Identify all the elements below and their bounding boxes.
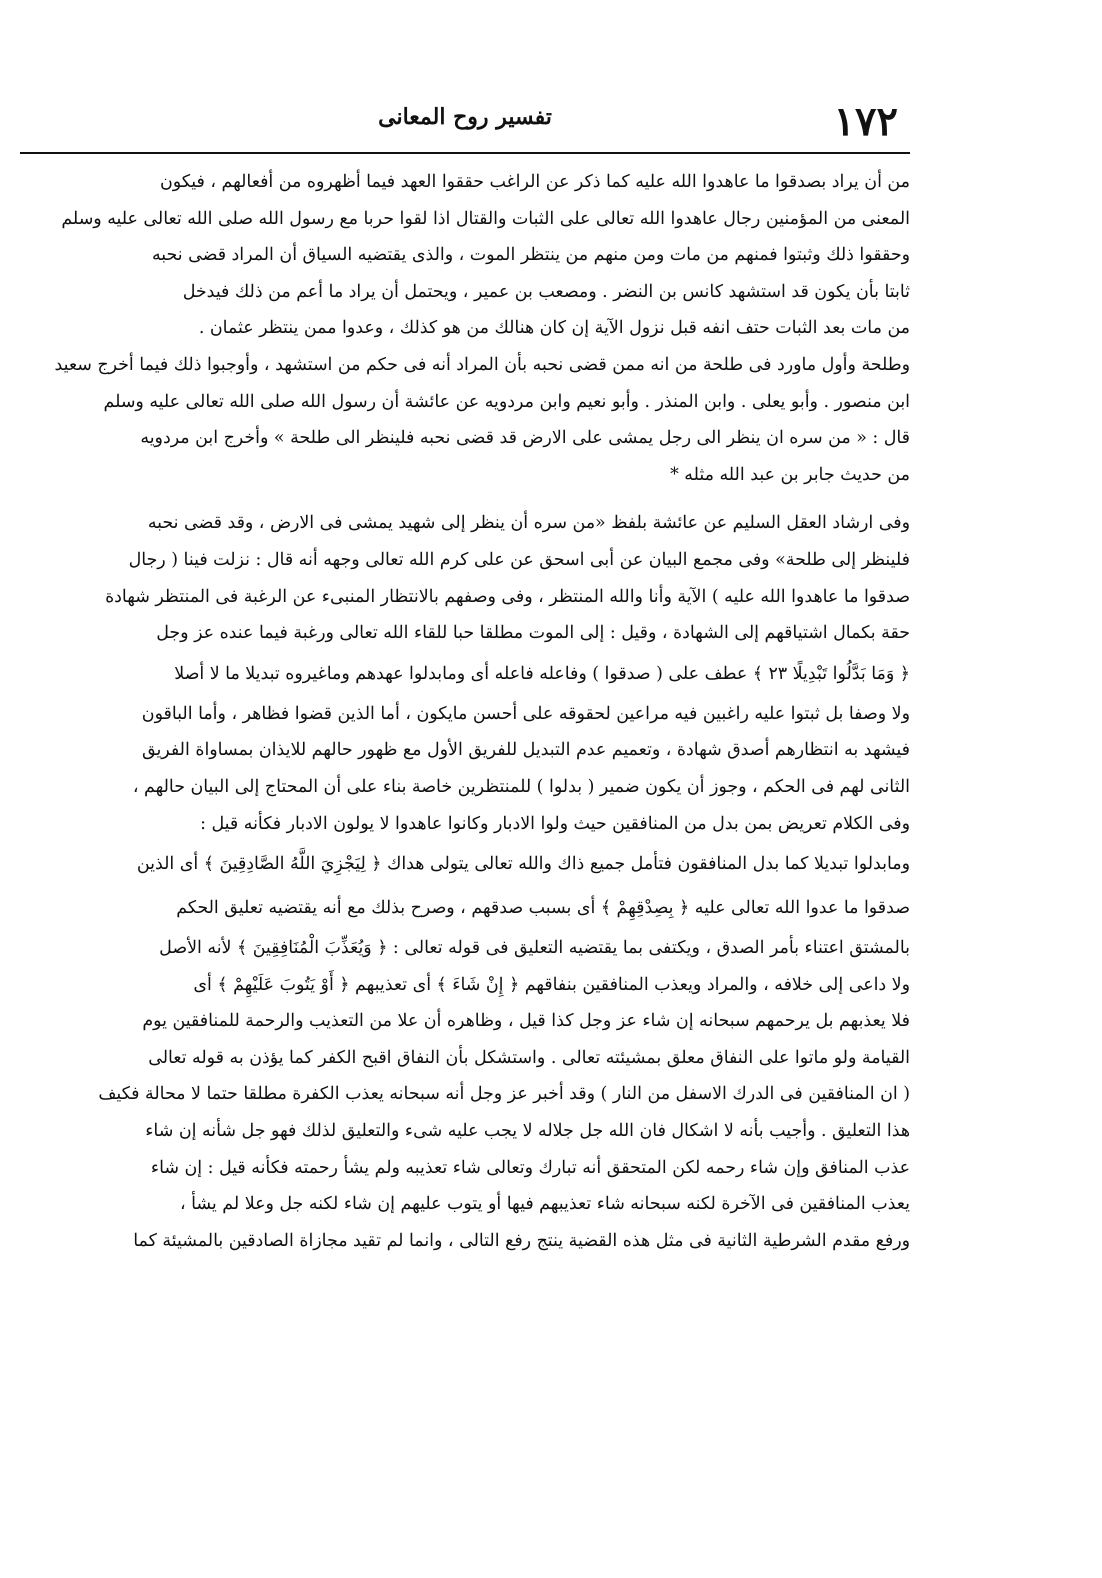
paragraph-start-line: وفى ارشاد العقل السليم عن عائشة بلفظ «من سره أن ينظر إلى شهيد يمشى فى الارض ، وقد قضى نحبه xyxy=(147,513,910,534)
text-line: فلا يعذبهم بل يرحمهم سبحانه إن شاء عز وجل كذا قيل ، وظاهره أن علا من التعذيب والرحمة للمنافقين يوم xyxy=(142,1011,910,1032)
quran-verse-line: ومابدلوا تبديلا كما بدل المنافقون فتأمل جميع ذاك والله تعالى يتولى هداك ﴿ لِيَجْزِيَ اللَّهُ الصَّادِقِينَ ﴾ أى الذين xyxy=(136,854,910,875)
text-line: ابن منصور . وأبو يعلى . وابن المنذر . وأبو نعيم وابن مردويه عن عائشة أن رسول الله صلى الله تعالى عليه وسلم xyxy=(103,391,910,412)
text-line: المعنى من المؤمنين رجال عاهدوا الله تعالى على الثبات والقتال اذا لقوا حربا مع رسول الله صلى الله تعالى عليه وسلم xyxy=(61,208,910,229)
text-line: ثابتا بأن يكون قد استشهد كانس بن النضر . ومصعب بن عمير ، ويحتمل أن يراد ما أعم من ذلك فيدخل xyxy=(182,281,910,302)
text-line: فلينظر إلى طلحة» وفى مجمع البيان عن أبى اسحق عن على كرم الله تعالى وجهه أنه قال : نزلت فينا ( رجال xyxy=(128,549,910,570)
text-line: صدقوا ما عاهدوا الله عليه ) الآية وأنا والله المنتظر ، وفى وصفهم بالانتظار المنبىء عن الرغبة فى المنتظر شهادة xyxy=(105,586,910,607)
text-line: فيشهد به انتظارهم أصدق شهادة ، وتعميم عدم التبديل للفريق الأول مع ظهور حالهم للايذان بمساواة الفريق xyxy=(141,740,910,761)
text-line: وحققوا ذلك وثبتوا فمنهم من مات ومن منهم من ينتظر الموت ، والذى يقتضيه السياق أن المراد قضى نحبه xyxy=(151,245,910,266)
text-line: من أن يراد بصدقوا ما عاهدوا الله عليه كما ذكر عن الراغب حققوا العهد فيما أظهروه من أفعالهم ، فيكون xyxy=(159,172,910,192)
quran-verse-line: ولا داعى إلى خلافه ، والمراد ويعذب المنافقين بنفاقهم ﴿ إِنْ شَاءَ ﴾ أى تعذيبهم ﴿ أَوْ يَتُوبَ عَلَيْهِمْ ﴾ أى xyxy=(193,974,910,995)
page-number: ١٧٢ xyxy=(833,98,898,145)
text-line: يعذب المنافقين فى الآخرة لكنه سبحانه شاء تعذيبهم فيها أو يتوب عليهم إن شاء لكنه جل وعلا لم يشأ ، xyxy=(179,1194,910,1215)
text-line: حقة بكمال اشتياقهم إلى الشهادة ، وقيل : إلى الموت مطلقا حبا للقاء الله تعالى ورغبة فيما عنده عز وجل xyxy=(156,623,910,644)
text-line: الثانى لهم فى الحكم ، وجوز أن يكون ضمير ( بدلوا ) للمنتظرين خاصة بناء على أن المحتاج إلى البيان حالهم ، xyxy=(132,776,910,797)
text-line: وطلحة وأول ماورد فى طلحة من انه ممن قضى نحبه بأن المراد أنه فى حكم من استشهد ، وأوجبوا ذلك فيما أخرج سعيد xyxy=(54,354,910,375)
quran-verse-line: بالمشتق اعتناء بأمر الصدق ، ويكتفى بما يقتضيه التعليق فى قوله تعالى : ﴿ وَيُعَذِّبَ الْمُنَافِقِينَ ﴾ لأنه الأصل xyxy=(159,938,910,959)
text-line: ( ان المنافقين فى الدرك الاسفل من النار ) وقد أخبر عز وجل أنه سبحانه يعذب الكفرة مطلقا حتما لا محالة فكيف xyxy=(98,1084,910,1105)
text-line: من حديث جابر بن عبد الله مثله * xyxy=(670,464,910,485)
header-rule xyxy=(20,152,910,154)
text-line: عذب المنافق وإن شاء رحمه لكن المتحقق أنه تبارك وتعالى شاء تعذيبه ولم يشأ رحمته فكأنه قيل : إن شاء xyxy=(150,1157,910,1178)
tafsir-text-body xyxy=(20,164,910,1259)
running-title: تفسير روح المعانى xyxy=(378,104,552,130)
quran-verse-line: ﴿ وَمَا بَدَّلُوا تَبْدِيلًا ٢٣ ﴾ عطف على ( صدقوا ) وفاعله فاعله أى ومابدلوا عهدهم وماغيروه تبديلا ما لا أصلا xyxy=(174,663,910,684)
page-header xyxy=(20,98,910,156)
text-line: ولا وصفا بل ثبتوا عليه راغبين فيه مراعين لحقوقه على أحسن مايكون ، أما الذين قضوا فظاهر ، وأما الباقون xyxy=(141,703,910,724)
text-line: من مات بعد الثبات حتف انفه قبل نزول الآية إن كان هنالك من هو كذلك ، وعدوا ممن ينتظر عثمان . xyxy=(198,318,910,339)
text-line: قال : « من سره ان ينظر الى رجل يمشى على الارض قد قضى نحبه فلينظر الى طلحة » وأخرج ابن مردويه xyxy=(140,428,910,449)
text-line: هذا التعليق . وأجيب بأنه لا اشكال فان الله جل جلاله لا يجب عليه شىء والتعليق لذلك فهو جل شأنه إن شاء xyxy=(145,1121,910,1142)
text-line: القيامة ولو ماتوا على النفاق معلق بمشيئته تعالى . واستشكل بأن النفاق اقبح الكفر كما يؤذن به قوله تعالى xyxy=(148,1047,910,1068)
quran-verse-line: صدقوا ما عدوا الله تعالى عليه ﴿ بِصِدْقِهِمْ ﴾ أى بسبب صدقهم ، وصرح بذلك مع أنه يقتضيه تعليق الحكم xyxy=(176,898,910,919)
text-line: وفى الكلام تعريض بمن بدل من المنافقين حيث ولوا الادبار وكانوا عاهدوا لا يولون الادبار فكأنه قيل : xyxy=(200,813,910,834)
text-line: ورفع مقدم الشرطية الثانية فى مثل هذه القضية ينتج رفع التالى ، وانما لم تقيد مجازاة الصادقين بالمشيئة كما xyxy=(133,1230,910,1251)
